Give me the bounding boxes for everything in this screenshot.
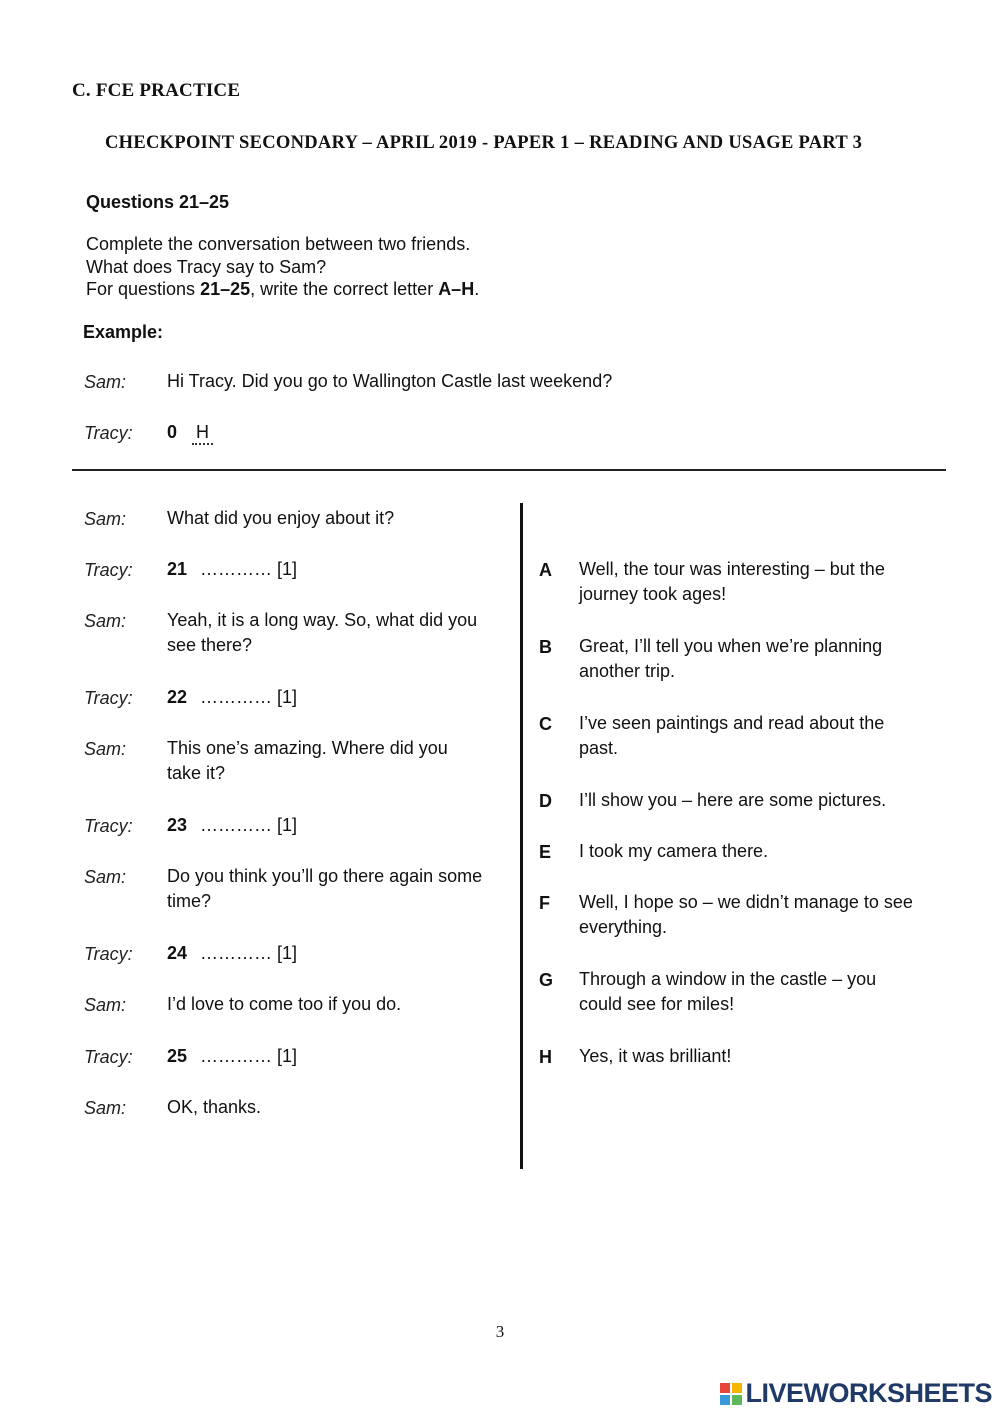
instruction-middle: , write the correct letter — [250, 279, 439, 299]
option-d-line-1: I’ll show you – here are some pictures. — [579, 790, 887, 810]
dialogue-speaker-9: Sam: — [84, 995, 127, 1015]
example-answer-letter: H — [192, 422, 213, 445]
liveworksheets-logo-icon — [719, 1382, 743, 1406]
logo-text: LIVEWORKSHEETS — [745, 1378, 992, 1408]
gap-23[interactable] — [167, 813, 297, 838]
option-letter-a: A — [539, 560, 552, 580]
option-f-line-2: everything. — [579, 917, 668, 937]
option-letter-f: F — [539, 893, 550, 913]
dialogue-speaker-8: Tracy: — [84, 944, 133, 964]
exam-title: CHECKPOINT SECONDARY – APRIL 2019 - PAPER 1 – READING AND USAGE PART 3 — [105, 133, 863, 153]
option-text-c — [579, 711, 939, 761]
gap-24[interactable] — [167, 941, 297, 966]
option-b-line-1: Great, I’ll tell you when we’re planning — [579, 636, 883, 656]
question-number-22: 22 — [167, 687, 188, 707]
option-letter-d: D — [539, 791, 552, 811]
dialogue-speaker-1: Sam: — [84, 509, 127, 529]
dialogue-text-5b: take it? — [167, 763, 226, 783]
answer-gap-25[interactable]: ………… [1] — [200, 1046, 298, 1066]
dialogue-speaker-2: Tracy: — [84, 560, 133, 580]
section-title: C. FCE PRACTICE — [72, 80, 241, 101]
option-text-d — [579, 788, 939, 813]
example-sam-speaker: Sam: — [84, 372, 127, 392]
instruction-prefix: For questions — [86, 279, 201, 299]
vertical-divider — [520, 503, 523, 1169]
dialogue-text-3a: Yeah, it is a long way. So, what did you — [167, 610, 478, 630]
option-letter-g: G — [539, 970, 554, 990]
question-number-21: 21 — [167, 559, 188, 579]
option-a-line-2: journey took ages! — [579, 584, 727, 604]
gap-22[interactable] — [167, 685, 297, 710]
gap-21[interactable] — [167, 557, 297, 582]
example-label: Example: — [83, 322, 164, 342]
option-letter-c: C — [539, 714, 552, 734]
question-number-24: 24 — [167, 943, 188, 963]
example-sam-text: Hi Tracy. Did you go to Wallington Castle last weekend? — [167, 371, 613, 391]
option-letter-e: E — [539, 842, 552, 862]
dialogue-text-5a: This one’s amazing. Where did you — [167, 738, 448, 758]
answer-gap-21[interactable]: ………… [1] — [200, 559, 298, 579]
dialogue-speaker-4: Tracy: — [84, 688, 133, 708]
question-number-23: 23 — [167, 815, 188, 835]
dialogue-speaker-11: Sam: — [84, 1098, 127, 1118]
instruction-letters: A–H — [438, 279, 475, 299]
dialogue-text-3b: see there? — [167, 635, 253, 655]
option-text-f — [579, 890, 939, 940]
option-b-line-2: another trip. — [579, 661, 676, 681]
answer-gap-24[interactable]: ………… [1] — [200, 943, 298, 963]
dialogue-speaker-7: Sam: — [84, 867, 127, 887]
example-tracy-answer — [167, 420, 213, 445]
dialogue-text-9: I’d love to come too if you do. — [167, 994, 402, 1014]
dialogue-speaker-10: Tracy: — [84, 1047, 133, 1067]
liveworksheets-logo[interactable] — [719, 1378, 992, 1409]
dialogue-text-7b: time? — [167, 891, 212, 911]
option-text-b — [579, 634, 939, 684]
questions-heading: Questions 21–25 — [86, 192, 230, 212]
option-c-line-1: I’ve seen paintings and read about the — [579, 713, 885, 733]
option-g-line-1: Through a window in the castle – you — [579, 969, 877, 989]
option-text-g — [579, 967, 939, 1017]
gap-25[interactable] — [167, 1044, 297, 1069]
dialogue-speaker-3: Sam: — [84, 611, 127, 631]
example-question-number: 0 — [167, 422, 178, 442]
option-h-line-1: Yes, it was brilliant! — [579, 1046, 732, 1066]
instruction-line-2: What does Tracy say to Sam? — [86, 257, 327, 277]
option-text-a — [579, 557, 939, 607]
horizontal-divider — [72, 469, 946, 471]
dialogue-speaker-6: Tracy: — [84, 816, 133, 836]
question-number-25: 25 — [167, 1046, 188, 1066]
option-f-line-1: Well, I hope so – we didn’t manage to see — [579, 892, 913, 912]
option-a-line-1: Well, the tour was interesting – but the — [579, 559, 885, 579]
option-text-h — [579, 1044, 939, 1069]
option-g-line-2: could see for miles! — [579, 994, 735, 1014]
dialogue-text-7a: Do you think you’ll go there again some — [167, 866, 483, 886]
answer-gap-23[interactable]: ………… [1] — [200, 815, 298, 835]
page-number: 3 — [495, 1322, 505, 1341]
answer-gap-22[interactable]: ………… [1] — [200, 687, 298, 707]
instruction-line-3 — [86, 279, 479, 300]
instruction-range: 21–25 — [200, 279, 251, 299]
option-text-e — [579, 839, 939, 864]
option-letter-h: H — [539, 1047, 552, 1067]
dialogue-text-1: What did you enjoy about it? — [167, 508, 395, 528]
option-c-line-2: past. — [579, 738, 619, 758]
option-letter-b: B — [539, 637, 552, 657]
instruction-line-1: Complete the conversation between two friends. — [86, 234, 471, 254]
instruction-suffix: . — [474, 279, 480, 299]
option-e-line-1: I took my camera there. — [579, 841, 769, 861]
dialogue-speaker-5: Sam: — [84, 739, 127, 759]
example-tracy-speaker: Tracy: — [84, 423, 133, 443]
dialogue-text-11: OK, thanks. — [167, 1097, 262, 1117]
